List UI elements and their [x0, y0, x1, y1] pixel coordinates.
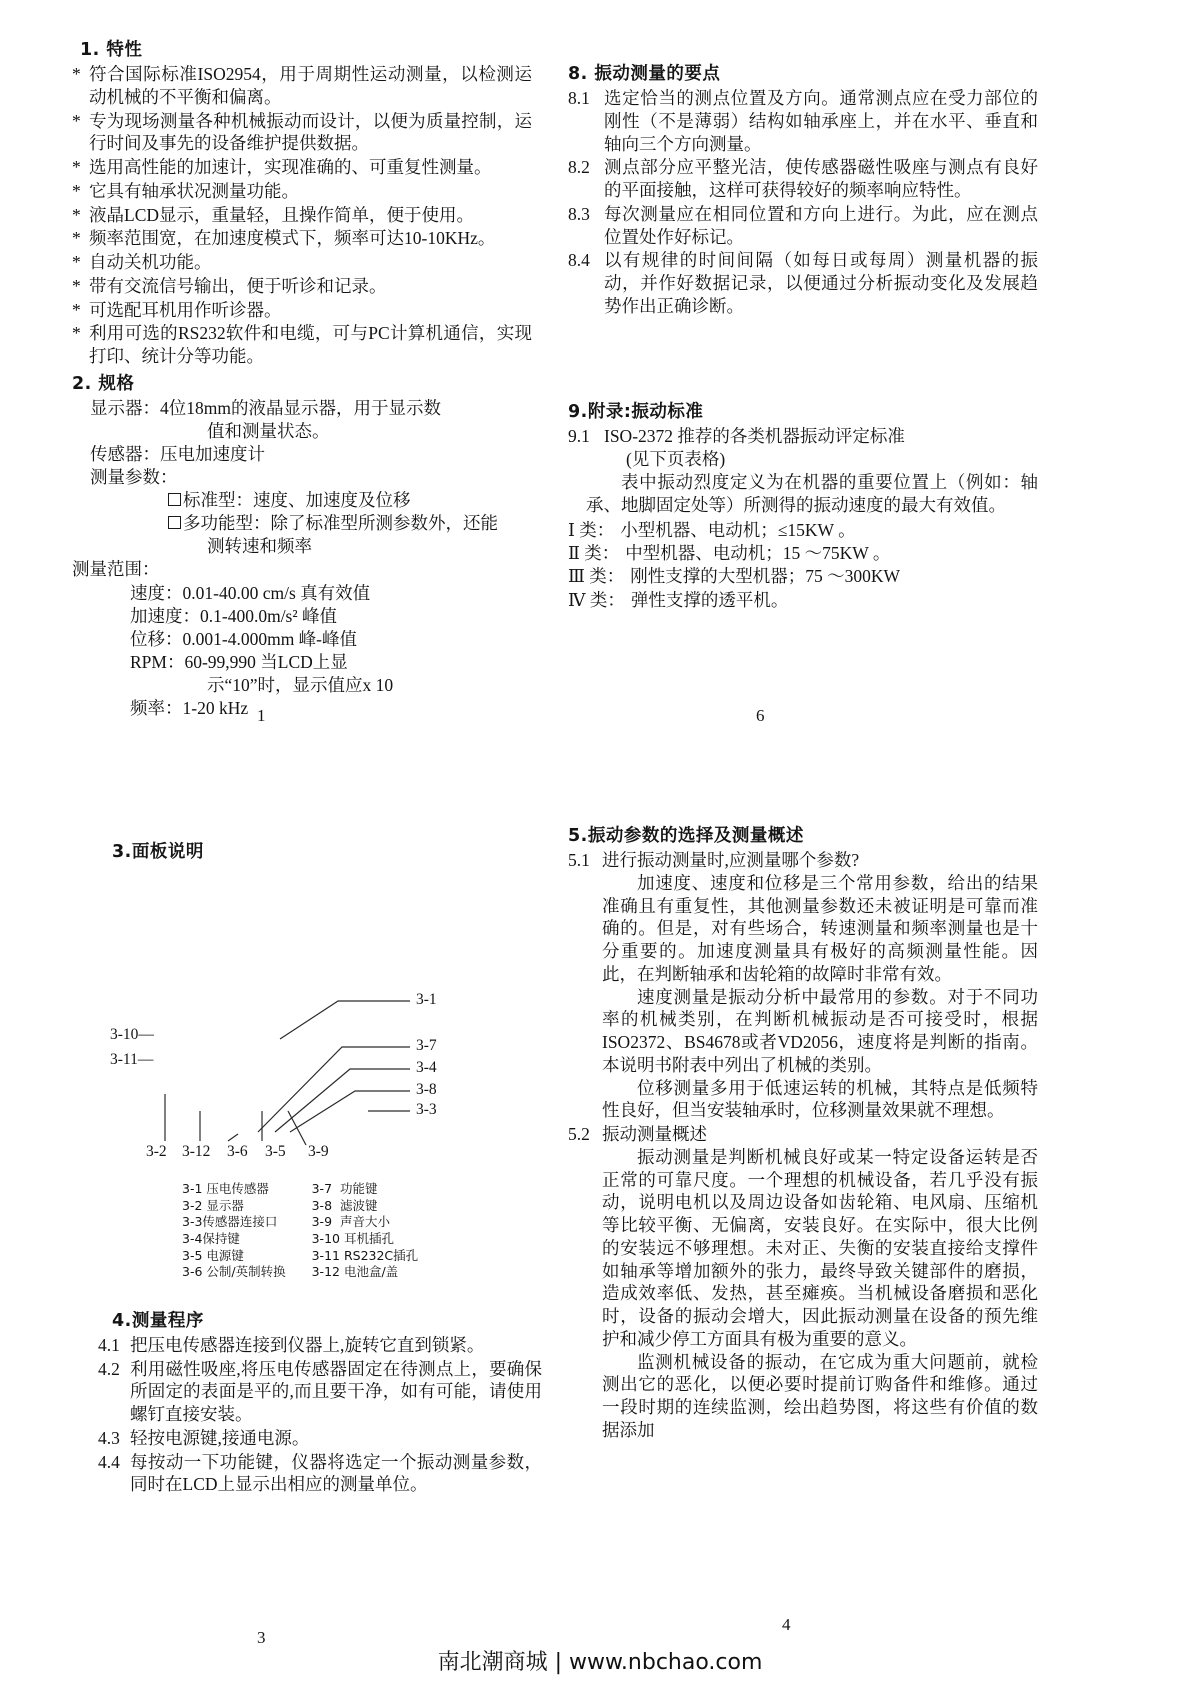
- spec-text: 标准型：速度、加速度及位移: [183, 490, 411, 511]
- page-number-6: 6: [756, 706, 765, 725]
- overview-paragraph: 监测机械设备的振动，在它成为重大问题前，就检测出它的恶化，以便必要时提前订购备件和维修。通过一段时期的连续监测，绘出趋势图，将这些有价值的数据添加: [602, 1351, 1038, 1440]
- callout-3-9: 3-9: [308, 1143, 329, 1160]
- list-item: [98, 1334, 542, 1357]
- list-item: [568, 448, 1038, 471]
- spec-line: 速度：0.01-40.00 cm/s 真有效值: [130, 582, 371, 603]
- legend-item: 3-10 耳机插孔: [311, 1230, 394, 1246]
- machine-class-text: 小型机器、电动机；≤15KW 。: [620, 519, 856, 540]
- procedure-number: 4.1: [98, 1334, 120, 1355]
- page-number-3: 3: [257, 1628, 266, 1647]
- page-panel-6: [568, 60, 1038, 612]
- list-item: [568, 249, 1038, 317]
- machine-class-label: Ⅳ 类：: [568, 589, 625, 610]
- appendix-note: 表中振动烈度定义为在机器的重要位置上（例如：轴承、地脚固定处等）所测得的振动速度的最大有效值。: [586, 472, 1038, 515]
- machine-class-list: [568, 519, 1038, 613]
- spec-line: 示“10”时，显示值应x 10: [207, 674, 394, 695]
- callout-3-4: 3-4: [416, 1059, 437, 1076]
- page-panel-3: [72, 838, 542, 1496]
- spec-line: RPM：60-99,990 当LCD上显: [130, 651, 348, 672]
- page1-section-title: 1. 特性: [80, 40, 143, 60]
- checkbox-icon: [168, 493, 181, 506]
- feature-text: 自动关机功能。: [89, 252, 212, 272]
- machine-class-row: [568, 589, 1038, 612]
- legend-item: 3-1 压电传感器: [182, 1181, 269, 1196]
- list-item: [72, 322, 532, 368]
- feature-text: 液晶LCD显示，重量轻，且操作简单，便于使用。: [89, 204, 474, 225]
- procedure-text: 把压电传感器连接到仪器上,旋转它直到锁紧。: [130, 1334, 485, 1355]
- item-text: 选定恰当的测点位置及方向。通常测点应在受力部位的刚性（不是薄弱）结构如轴承座上，并在水平、垂直和轴向三个方向测量。: [604, 88, 1038, 154]
- procedure-title: 4.测量程序: [112, 1310, 204, 1331]
- legend-column-left: [182, 1181, 286, 1281]
- item-number: 8.4: [568, 250, 590, 271]
- legend-item: 3-9 声音大小: [311, 1214, 390, 1230]
- spec-text: 多功能型：除了标准型所测参数外，还能: [183, 513, 498, 534]
- list-item: [72, 180, 532, 203]
- spec-line: 测转速和频率: [207, 536, 312, 557]
- list-item: [72, 299, 532, 322]
- machine-class-text: 中型机器、电动机；15 ～75KW 。: [625, 542, 891, 563]
- legend-item: 3-5 电源键: [182, 1247, 244, 1263]
- appendix-items: [568, 425, 1038, 472]
- callout-3-3: 3-3: [416, 1101, 437, 1118]
- feature-bullet: *: [72, 157, 81, 177]
- feature-bullet: *: [72, 180, 81, 201]
- machine-class-row: [568, 542, 1038, 565]
- procedure-number: 4.4: [98, 1451, 120, 1472]
- feature-bullet: *: [72, 204, 81, 225]
- parameter-paragraph: 位移测量多用于低速运转的机械，其特点是低频特性良好，但当安装轴承时，位移测量效果就不理想。: [602, 1077, 1038, 1121]
- appendix-text: (见下页表格): [626, 449, 726, 470]
- item-number: 8.1: [568, 88, 590, 108]
- parameter-paragraph: 速度测量是振动分析中最常用的参数。对于不同功率的机械类别，在判断机械振动是否可接受时，根据ISO2372、BS4678或者VD2056，速度将是判断的指南。本说明书附表中列出了机械的类别。: [602, 986, 1038, 1075]
- machine-class-label: Ⅲ 类：: [568, 566, 625, 587]
- appendix-text: ISO-2372 推荐的各类机器振动评定标准: [604, 425, 905, 446]
- legend-item: 3-8 滤波键: [311, 1197, 378, 1213]
- feature-text: 利用可选的RS232软件和电缆，可与PC计算机通信，实现打印、统计分等功能。: [89, 323, 532, 366]
- legend-item: 3-2 显示器: [182, 1197, 244, 1213]
- item-text: 每次测量应在相同位置和方向上进行。为此，应在测点位置处作好标记。: [604, 203, 1038, 247]
- question-number: 5.1: [568, 850, 590, 870]
- spec-line: 测量参数：: [90, 467, 178, 488]
- callout-3-8: 3-8: [416, 1081, 437, 1098]
- legend-item: 3-7 功能键: [311, 1181, 378, 1196]
- subsection-number: 5.2: [568, 1124, 590, 1144]
- legend-column-right: [312, 1181, 419, 1281]
- feature-bullet: *: [72, 228, 81, 249]
- item-text: 测点部分应平整光洁，使传感器磁性吸座与测点有良好的平面接触，这样可获得较好的频率响应特性。: [604, 157, 1038, 200]
- spec-line: 加速度：0.1-400.0m/s² 峰值: [130, 605, 337, 626]
- appendix-title: 9.附录:振动标准: [568, 401, 704, 422]
- legend-item: 3-3传感器连接口: [182, 1214, 278, 1230]
- legend-item: 3-12 电池盒/盖: [311, 1264, 399, 1280]
- parameter-paragraph: 加速度、速度和位移是三个常用参数，给出的结果准确且有重复性，其他测量参数还未被证明是可靠而准确的。但是，对有些场合，转速测量和频率测量也是十分重要的。加速度测量具有极好的高频测量性能。因此，在判断轴承和齿轮箱的故障时非常有效。: [602, 872, 1038, 984]
- panel-diagram-leader-lines: [110, 879, 510, 1169]
- page-panel-1: [72, 36, 532, 720]
- panel-description-title: 3.面板说明: [112, 842, 204, 862]
- machine-class-row: [568, 565, 1038, 588]
- list-item: [72, 227, 532, 250]
- spec-line: 传感器：压电加速度计: [90, 443, 265, 464]
- list-item: [72, 204, 532, 227]
- machine-class-label: Ⅱ 类：: [568, 542, 620, 563]
- spec-line: [72, 512, 532, 535]
- procedure-number: 4.2: [98, 1358, 120, 1379]
- machine-class-label: Ⅰ 类：: [568, 519, 615, 540]
- appendix-block: [568, 398, 1038, 613]
- spec-line: 位移：0.001-4.000mm 峰-峰值: [130, 628, 358, 649]
- list-item: [568, 87, 1038, 155]
- list-item: [568, 203, 1038, 249]
- list-item: [98, 1451, 542, 1497]
- page1-spec-title: 2. 规格: [72, 373, 135, 394]
- feature-bullet: *: [72, 110, 81, 131]
- spec-line: 频率：1-20 kHz: [130, 697, 249, 718]
- appendix-number: 9.1: [568, 425, 590, 446]
- feature-text: 专为现场测量各种机械振动而设计，以便为质量控制，运行时间及事先的设备维护提供数据。: [89, 110, 532, 154]
- subsection-title: 振动测量概述: [602, 1124, 707, 1144]
- spec-line: [72, 489, 532, 512]
- legend-item: 3-11 RS232C插孔: [311, 1247, 419, 1263]
- procedure-text: 利用磁性吸座,将压电传感器固定在待测点上，要确保所固定的表面是平的,而且要干净，如有可能，请使用螺钉直接安装。: [130, 1358, 542, 1424]
- item-number: 8.2: [568, 157, 590, 178]
- list-item: [72, 110, 532, 156]
- feature-bullet: *: [72, 64, 81, 84]
- legend-item: 3-6 公制/英制转换: [182, 1264, 286, 1280]
- callout-3-5: 3-5: [265, 1143, 286, 1160]
- spec-line: 显示器：4位18mm的液晶显示器，用于显示数: [90, 397, 441, 418]
- watermark-footer: 南北潮商城 | www.nbchao.com: [437, 1650, 763, 1675]
- list-item: [72, 275, 532, 298]
- checkbox-icon: [168, 516, 181, 529]
- spec-list: [72, 397, 532, 720]
- list-item: [72, 251, 532, 274]
- overview-paragraphs: [568, 1146, 1038, 1442]
- feature-bullet: *: [72, 275, 81, 296]
- item-text: 以有规律的时间间隔（如每日或每周）测量机器的振动，并作好数据记录，以便通过分析振动变化及发展趋势作出正确诊断。: [604, 250, 1038, 316]
- question-text: 进行振动测量时,应测量哪个参数?: [602, 850, 860, 870]
- parameter-paragraphs: [568, 872, 1038, 1122]
- feature-text: 可选配耳机用作听诊器。: [89, 299, 282, 320]
- panel-diagram: [110, 879, 510, 1169]
- feature-text: 带有交流信号输出，便于听诊和记录。: [89, 275, 387, 296]
- feature-text: 它具有轴承状况测量功能。: [89, 180, 299, 201]
- procedure-number: 4.3: [98, 1427, 120, 1448]
- spec-line: 测量范围：: [72, 559, 160, 580]
- feature-text: 符合国际标准ISO2954，用于周期性运动测量，以检测运动机械的不平衡和偏离。: [89, 64, 532, 107]
- feature-list: [72, 63, 532, 368]
- procedure-text: 轻按电源键,接通电源。: [130, 1427, 310, 1448]
- callout-3-1: 3-1: [416, 991, 437, 1008]
- page4-section-title: 5.振动参数的选择及测量概述: [568, 826, 804, 846]
- measurement-points-list: [568, 87, 1038, 318]
- list-item: [98, 1427, 542, 1450]
- machine-class-text: 刚性支撑的大型机器；75 ～300KW: [630, 566, 901, 587]
- callout-3-6: 3-6: [227, 1143, 248, 1160]
- list-item: [72, 156, 532, 179]
- procedure-list: [72, 1334, 542, 1496]
- feature-bullet: *: [72, 299, 81, 320]
- overview-paragraph: 振动测量是判断机械良好或某一特定设备运转是否正常的可靠尺度。一个理想的机械设备，若几乎没有振动，说明电机以及周边设备如齿轮箱、电风扇、压缩机等比较平衡、无偏离，安装良好。在实际中，很大比例的安装远不够理想。未对正、失衡的安装直接给支撑件如轴承等增加额外的张力，最终导致关键部件的磨损，造成效率低、发热，甚至瘫痪。当机械设备磨损和恶化时，设备的振动会增大，因此振动测量在设备的预先维护和减少停工方面具有极为重要的意义。: [602, 1146, 1038, 1349]
- item-number: 8.3: [568, 203, 590, 224]
- machine-class-row: [568, 519, 1038, 542]
- list-item: [568, 156, 1038, 202]
- page-number-1: 1: [257, 706, 266, 725]
- list-item: [72, 63, 532, 109]
- feature-bullet: *: [72, 252, 81, 272]
- page-number-4: 4: [782, 1615, 791, 1634]
- spec-line: 值和测量状态。: [207, 420, 330, 441]
- feature-bullet: *: [72, 323, 81, 344]
- callout-3-11: 3-11—: [110, 1051, 154, 1068]
- subsection-row: [568, 1123, 1038, 1146]
- page-panel-4: [568, 822, 1038, 1442]
- feature-text: 频率范围宽，在加速度模式下，频率可达10-10KHz。: [89, 228, 496, 249]
- legend-item: 3-4保持键: [182, 1230, 240, 1246]
- list-item: [568, 425, 1038, 448]
- feature-text: 选用高性能的加速计，实现准确的、可重复性测量。: [89, 157, 492, 177]
- callout-3-10: 3-10—: [110, 1026, 154, 1043]
- callout-3-2: 3-2: [146, 1143, 167, 1160]
- procedure-text: 每按动一下功能键，仪器将选定一个振动测量参数，同时在LCD上显示出相应的测量单位。: [130, 1451, 542, 1495]
- machine-class-text: 弹性支撑的透平机。: [630, 589, 789, 610]
- callout-3-7: 3-7: [416, 1037, 437, 1054]
- list-item: [98, 1358, 542, 1426]
- callout-3-12: 3-12: [182, 1143, 211, 1160]
- page6-section-title: 8. 振动测量的要点: [568, 64, 721, 84]
- panel-legend: [182, 1181, 542, 1281]
- question-row: [568, 849, 1038, 872]
